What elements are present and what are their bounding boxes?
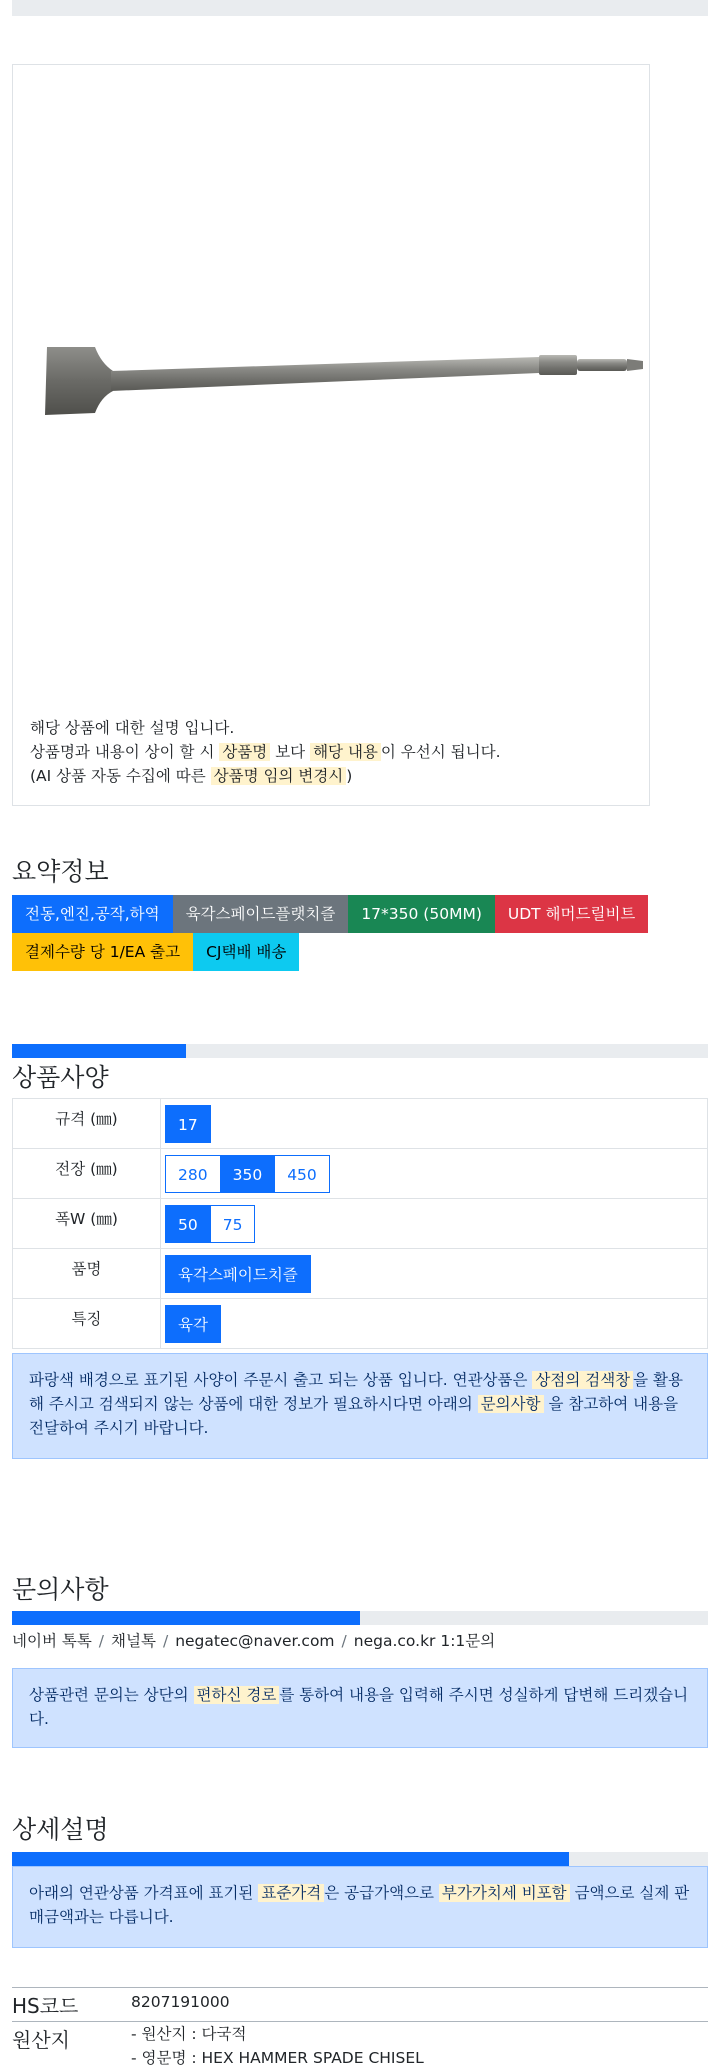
option-button[interactable]: 280 — [165, 1155, 221, 1193]
spec-progress-fill — [12, 1044, 186, 1058]
spec-notice-alert — [12, 1353, 708, 1459]
highlight-search: 상점의 검색창 — [532, 1371, 633, 1389]
detail-progress-fill — [12, 1852, 569, 1866]
option-group-feature — [165, 1305, 221, 1343]
highlight-standard-price: 표준가격 — [258, 1884, 324, 1902]
channeltalk-link[interactable]: 채널톡 — [111, 1632, 156, 1650]
inquiry-notice-alert — [12, 1668, 708, 1748]
option-button[interactable]: 50 — [165, 1205, 211, 1243]
highlight-name-change: 상품명 임의 변경시 — [211, 767, 347, 785]
text: 을 활용해 주시고 검색되지 않는 상품에 대한 정보가 필요하시다면 아래의 — [29, 1371, 684, 1413]
spec-row — [13, 1249, 708, 1299]
description-line-1: 해당 상품에 대한 설명 입니다. — [30, 719, 235, 737]
text: 을 참고하여 내용을 전달하여 주시기 바랍니다. — [29, 1395, 679, 1437]
detail-title: 상세설명 — [12, 1815, 109, 1844]
detail-notice-alert — [12, 1866, 708, 1948]
contact-links — [12, 1629, 495, 1651]
hs-code-label: HS코드 — [12, 1994, 79, 2018]
description-line-2 — [30, 740, 501, 764]
highlight-product-name: 상품명 — [219, 743, 270, 761]
badge-product-type: 육각스페이드플랫치즐 — [173, 895, 349, 933]
origin-row — [12, 2021, 708, 2071]
website-inquiry-link[interactable]: nega.co.kr 1:1문의 — [353, 1632, 496, 1650]
summary-badges-row-1 — [12, 895, 648, 933]
option-group-width — [165, 1205, 255, 1243]
option-button[interactable]: 350 — [220, 1155, 276, 1193]
top-progress-bar — [12, 0, 708, 16]
separator: / — [98, 1632, 105, 1650]
option-button[interactable]: 17 — [165, 1105, 211, 1143]
text: 상품관련 문의는 상단의 — [29, 1686, 194, 1704]
spade-chisel-image — [39, 345, 659, 425]
highlight-content: 해당 내용 — [310, 743, 381, 761]
highlight-inquiry: 문의사항 — [478, 1395, 544, 1413]
naver-talktalk-link[interactable]: 네이버 톡톡 — [12, 1632, 92, 1650]
text: ) — [346, 767, 353, 785]
text: 보다 — [270, 743, 311, 761]
option-button[interactable]: 75 — [210, 1205, 256, 1243]
summary-badges-row-2 — [12, 933, 299, 971]
inquiry-title: 문의사항 — [12, 1575, 109, 1604]
product-description — [30, 716, 501, 788]
spec-options — [161, 1099, 708, 1149]
origin-english-name: - 영문명 : HEX HAMMER SPADE CHISEL — [131, 2049, 424, 2067]
badge-category: 전동,엔진,공작,하역 — [12, 895, 173, 933]
spec-label: 품명 — [13, 1249, 161, 1299]
spec-options — [161, 1249, 708, 1299]
spec-options — [161, 1199, 708, 1249]
highlight-route: 편하신 경로 — [194, 1686, 280, 1704]
spec-label: 전장 (㎜) — [13, 1149, 161, 1199]
spec-row — [13, 1199, 708, 1249]
option-group-name — [165, 1255, 311, 1293]
spec-options — [161, 1149, 708, 1199]
hs-code-row — [12, 1987, 708, 2022]
option-button[interactable]: 육각 — [165, 1305, 221, 1343]
spec-table — [12, 1098, 708, 1349]
description-line-3 — [30, 764, 501, 788]
text: 은 공급가액으로 — [324, 1884, 439, 1902]
badge-shipping: CJ택배 배송 — [193, 933, 299, 971]
spec-label: 규격 (㎜) — [13, 1099, 161, 1149]
separator: / — [162, 1632, 169, 1650]
email-link[interactable]: negatec@naver.com — [175, 1632, 335, 1650]
option-button[interactable]: 450 — [274, 1155, 330, 1193]
spec-label: 특징 — [13, 1299, 161, 1349]
spec-label: 폭W (㎜) — [13, 1199, 161, 1249]
option-group-length — [165, 1155, 330, 1193]
badge-quantity: 결제수량 당 1/EA 출고 — [12, 933, 193, 971]
product-image-card — [12, 64, 650, 806]
origin-value — [131, 2022, 424, 2070]
badge-size: 17*350 (50MM) — [348, 895, 495, 933]
text: 아래의 연관상품 가격표에 표기된 — [29, 1884, 259, 1902]
text: 상품명과 내용이 상이 할 시 — [30, 743, 220, 761]
spec-title: 상품사양 — [12, 1063, 109, 1092]
text: 파랑색 배경으로 표기된 사양이 주문시 출고 되는 상품 입니다. 연관상품은 — [29, 1371, 533, 1389]
spec-row — [13, 1099, 708, 1149]
spec-progress — [12, 1044, 708, 1058]
summary-title: 요약정보 — [12, 857, 109, 886]
text: (AI 상품 자동 수집에 따른 — [30, 767, 211, 785]
spec-options — [161, 1299, 708, 1349]
origin-label: 원산지 — [12, 2028, 70, 2052]
inquiry-progress-fill — [12, 1611, 360, 1625]
spec-row — [13, 1299, 708, 1349]
text: 이 우선시 됩니다. — [380, 743, 501, 761]
text: 를 통하여 내용을 입력해 주시면 성실하게 답변해 드리겠습니다. — [29, 1686, 689, 1728]
option-button[interactable]: 육각스페이드치즐 — [165, 1255, 311, 1293]
hs-code-value: 8207191000 — [131, 1993, 230, 2011]
spec-row — [13, 1149, 708, 1199]
highlight-vat-excluded: 부가가치세 비포함 — [439, 1884, 570, 1902]
inquiry-progress — [12, 1611, 708, 1625]
option-group-size — [165, 1105, 211, 1143]
detail-progress — [12, 1852, 708, 1866]
badge-brand: UDT 해머드릴비트 — [495, 895, 649, 933]
separator: / — [341, 1632, 347, 1650]
spec-table-wrap — [12, 1098, 708, 1349]
origin-country: - 원산지 : 다국적 — [131, 2025, 247, 2043]
text: 금액으로 실제 판매금액과는 다릅니다. — [29, 1884, 690, 1926]
